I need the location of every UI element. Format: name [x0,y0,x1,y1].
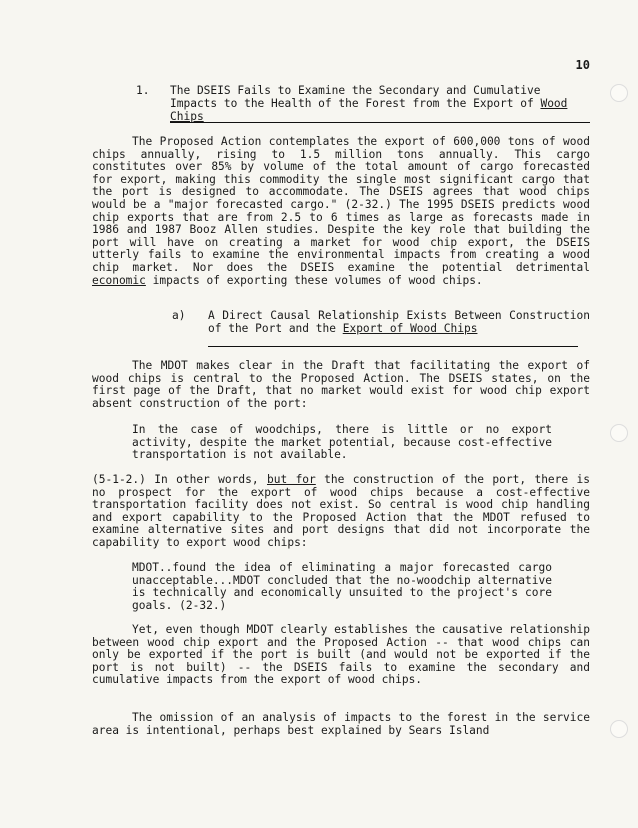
subsection-title-text: A Direct Causal Relationship Exists Between Construction of the Port and the [208,309,590,335]
section-title-text: The DSEIS Fails to Examine the Secondary and Cumulative Impacts to the Health of the Forest from the Export of [170,84,541,110]
block-quote-woodchips: In the case of woodchips, there is little or no export activity, despite the market potential, because cost-effective transportation is not available. [132,423,552,462]
section-heading [136,84,590,123]
heading-rule [170,122,590,123]
section-title [170,84,590,123]
section-number: 1. [136,84,150,97]
paragraph-causative-relationship [92,624,590,687]
paragraph-but-for [92,474,590,550]
paragraph-text: Yet, even though MDOT clearly establishes the causative relationship between wood chip export and the Proposed Action -- that wood chips can only be exported if the port is built (and would not be exported if the port is not built) -- the DSEIS fails to examine the secondary and cumulative impacts from the export of wood chips. [92,623,591,687]
punch-hole-mark [610,424,628,442]
punch-hole-mark [610,720,628,738]
paragraph-text: (5-1-2.) In other words, [92,473,267,486]
emphasis-but-for: but for [266,473,316,486]
emphasis-economic: economic [92,273,146,287]
punch-hole-mark [610,84,628,102]
page-number: 10 [575,58,590,72]
paragraph-text: The MDOT makes clear in the Draft that facilitating the export of wood chips is central to the Proposed Action. The DSEIS states, on the first page of the Draft, that no market would exist for wood chip export absent construction of the port: [92,359,590,410]
paragraph-text: The Proposed Action contemplates the export of 600,000 tons of wood chips annually, rising to 1.5 million tons annually. This cargo constitutes over 85% by volume of the total amount of cargo forecasted for export, making this commodity the single most significant cargo that the port is designed to accommodate. The DSEIS agrees that wood chips would be a "major forecasted cargo." (2-32.) The 1995 DSEIS predicts wood chip exports that are from 2.5 to 6 times as large as forecasts made in 1986 and 1987 Booz Allen studies. Despite the key role that building the port will have on creating a market for wood chip export, the DSEIS utterly fails to examine the environmental impacts from creating a wood chip market. Nor does the DSEIS examine the potential detrimental [92,135,590,274]
paragraph-mdot-central [92,360,590,410]
paragraph-text: The omission of an analysis of impacts to the forest in the service area is intentional, perhaps best explained by Sears Island [92,711,590,737]
subsection-title-underlined: Export of Wood Chips [342,321,478,335]
paragraph-omission [92,712,590,737]
block-quote-mdot: MDOT..found the idea of eliminating a major forecasted cargo unacceptable...MDOT concluded that the no-woodchip alternative is technically and economically unsuited to the project's core goals. (2-32.) [132,561,552,612]
subsection-label: a) [172,309,186,322]
paragraph-proposed-action [92,136,590,287]
subsection-rule [208,346,578,347]
section-title-underlined: Wood Chips [170,97,568,123]
subsection-heading [172,310,590,335]
paragraph-text-end: the construction of the port, there is no prospect for the export of wood chips because a cost-effective transportation facility does not exist. So central is wood chip handling and export capability to the Proposed Action that the MDOT refused to examine alternative sites and port designs that did not incorporate the capability to export wood chips: [92,473,590,549]
paragraph-text-end: impacts of exporting these volumes of wood chips. [145,273,483,287]
subsection-title [208,310,590,335]
